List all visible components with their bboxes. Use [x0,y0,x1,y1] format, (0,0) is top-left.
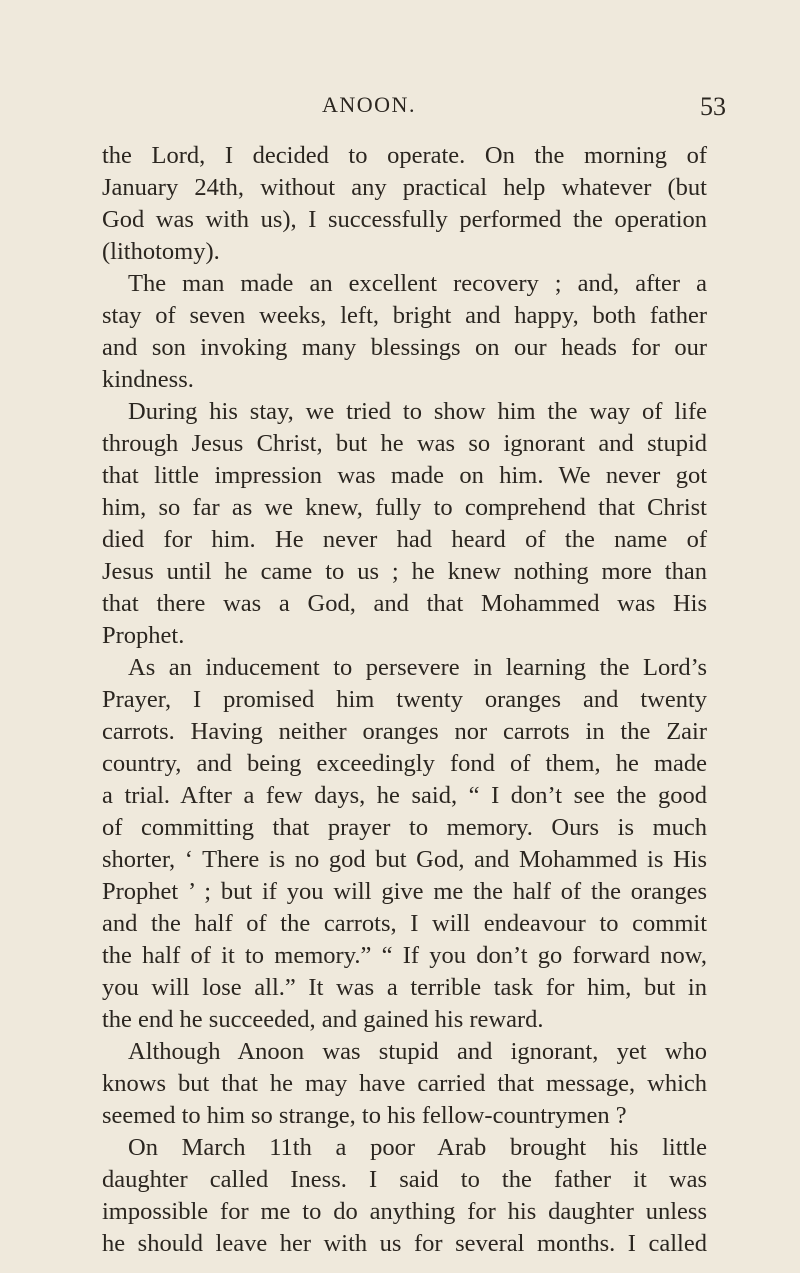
text-line: the Lord, I decided to operate. On the morning of [102,142,707,169]
text-line: kindness. [102,366,194,393]
text-line: you will lose all.” It was a terrible task for him, but in [102,974,707,1001]
text-line: carrots. Having neither oranges nor carrots in the Zair [102,718,707,745]
text-line: died for him. He never had heard of the name of [102,526,707,553]
page-number: 53 [700,92,726,121]
text-line: daughter called Iness. I said to the father it was [102,1166,707,1193]
text-line: Jesus until he came to us ; he knew nothing more than [102,558,707,585]
text-line: stay of seven weeks, left, bright and happy, both father [102,302,707,329]
text-line: the half of it to memory.” “ If you don’t go forward now, [102,942,707,969]
text-line: a trial. After a few days, he said, “ I don’t see the good [102,782,707,809]
text-line: Prophet ’ ; but if you will give me the half of the oranges [102,878,707,905]
text-line: January 24th, without any practical help whatever (but [102,174,707,201]
text-line: Although Anoon was stupid and ignorant, yet who [128,1038,707,1065]
text-line: As an inducement to persevere in learning the Lord’s [128,654,707,681]
text-line: and the half of the carrots, I will endeavour to commit [102,910,707,937]
text-line: Prayer, I promised him twenty oranges and twenty [102,686,707,713]
text-line: and son invoking many blessings on our heads for our [102,334,707,361]
body-text [102,140,707,1260]
text-line: God was with us), I successfully performed the operation [102,206,707,233]
text-line: On March 11th a poor Arab brought his little [128,1134,707,1161]
text-line: of committing that prayer to memory. Ours is much [102,814,707,841]
text-line: him, so far as we knew, fully to comprehend that Christ [102,494,707,521]
text-line: that little impression was made on him. We never got [102,462,707,489]
text-line: During his stay, we tried to show him the way of life [128,398,707,425]
text-line: seemed to him so strange, to his fellow-countrymen ? [102,1102,627,1129]
text-line: he should leave her with us for several months. I called [102,1230,707,1257]
text-line: that there was a God, and that Mohammed was His [102,590,707,617]
text-line: shorter, ‘ There is no god but God, and Mohammed is His [102,846,707,873]
text-line: impossible for me to do anything for his daughter unless [102,1198,707,1225]
text-line: (lithotomy). [102,238,220,265]
text-line: country, and being exceedingly fond of them, he made [102,750,707,777]
text-line: the end he succeeded, and gained his reward. [102,1006,544,1033]
text-line: The man made an excellent recovery ; and, after a [128,270,707,297]
text-line: knows but that he may have carried that message, which [102,1070,707,1097]
running-title: ANOON. [322,92,416,117]
text-line: through Jesus Christ, but he was so ignorant and stupid [102,430,707,457]
text-line: Prophet. [102,622,185,649]
